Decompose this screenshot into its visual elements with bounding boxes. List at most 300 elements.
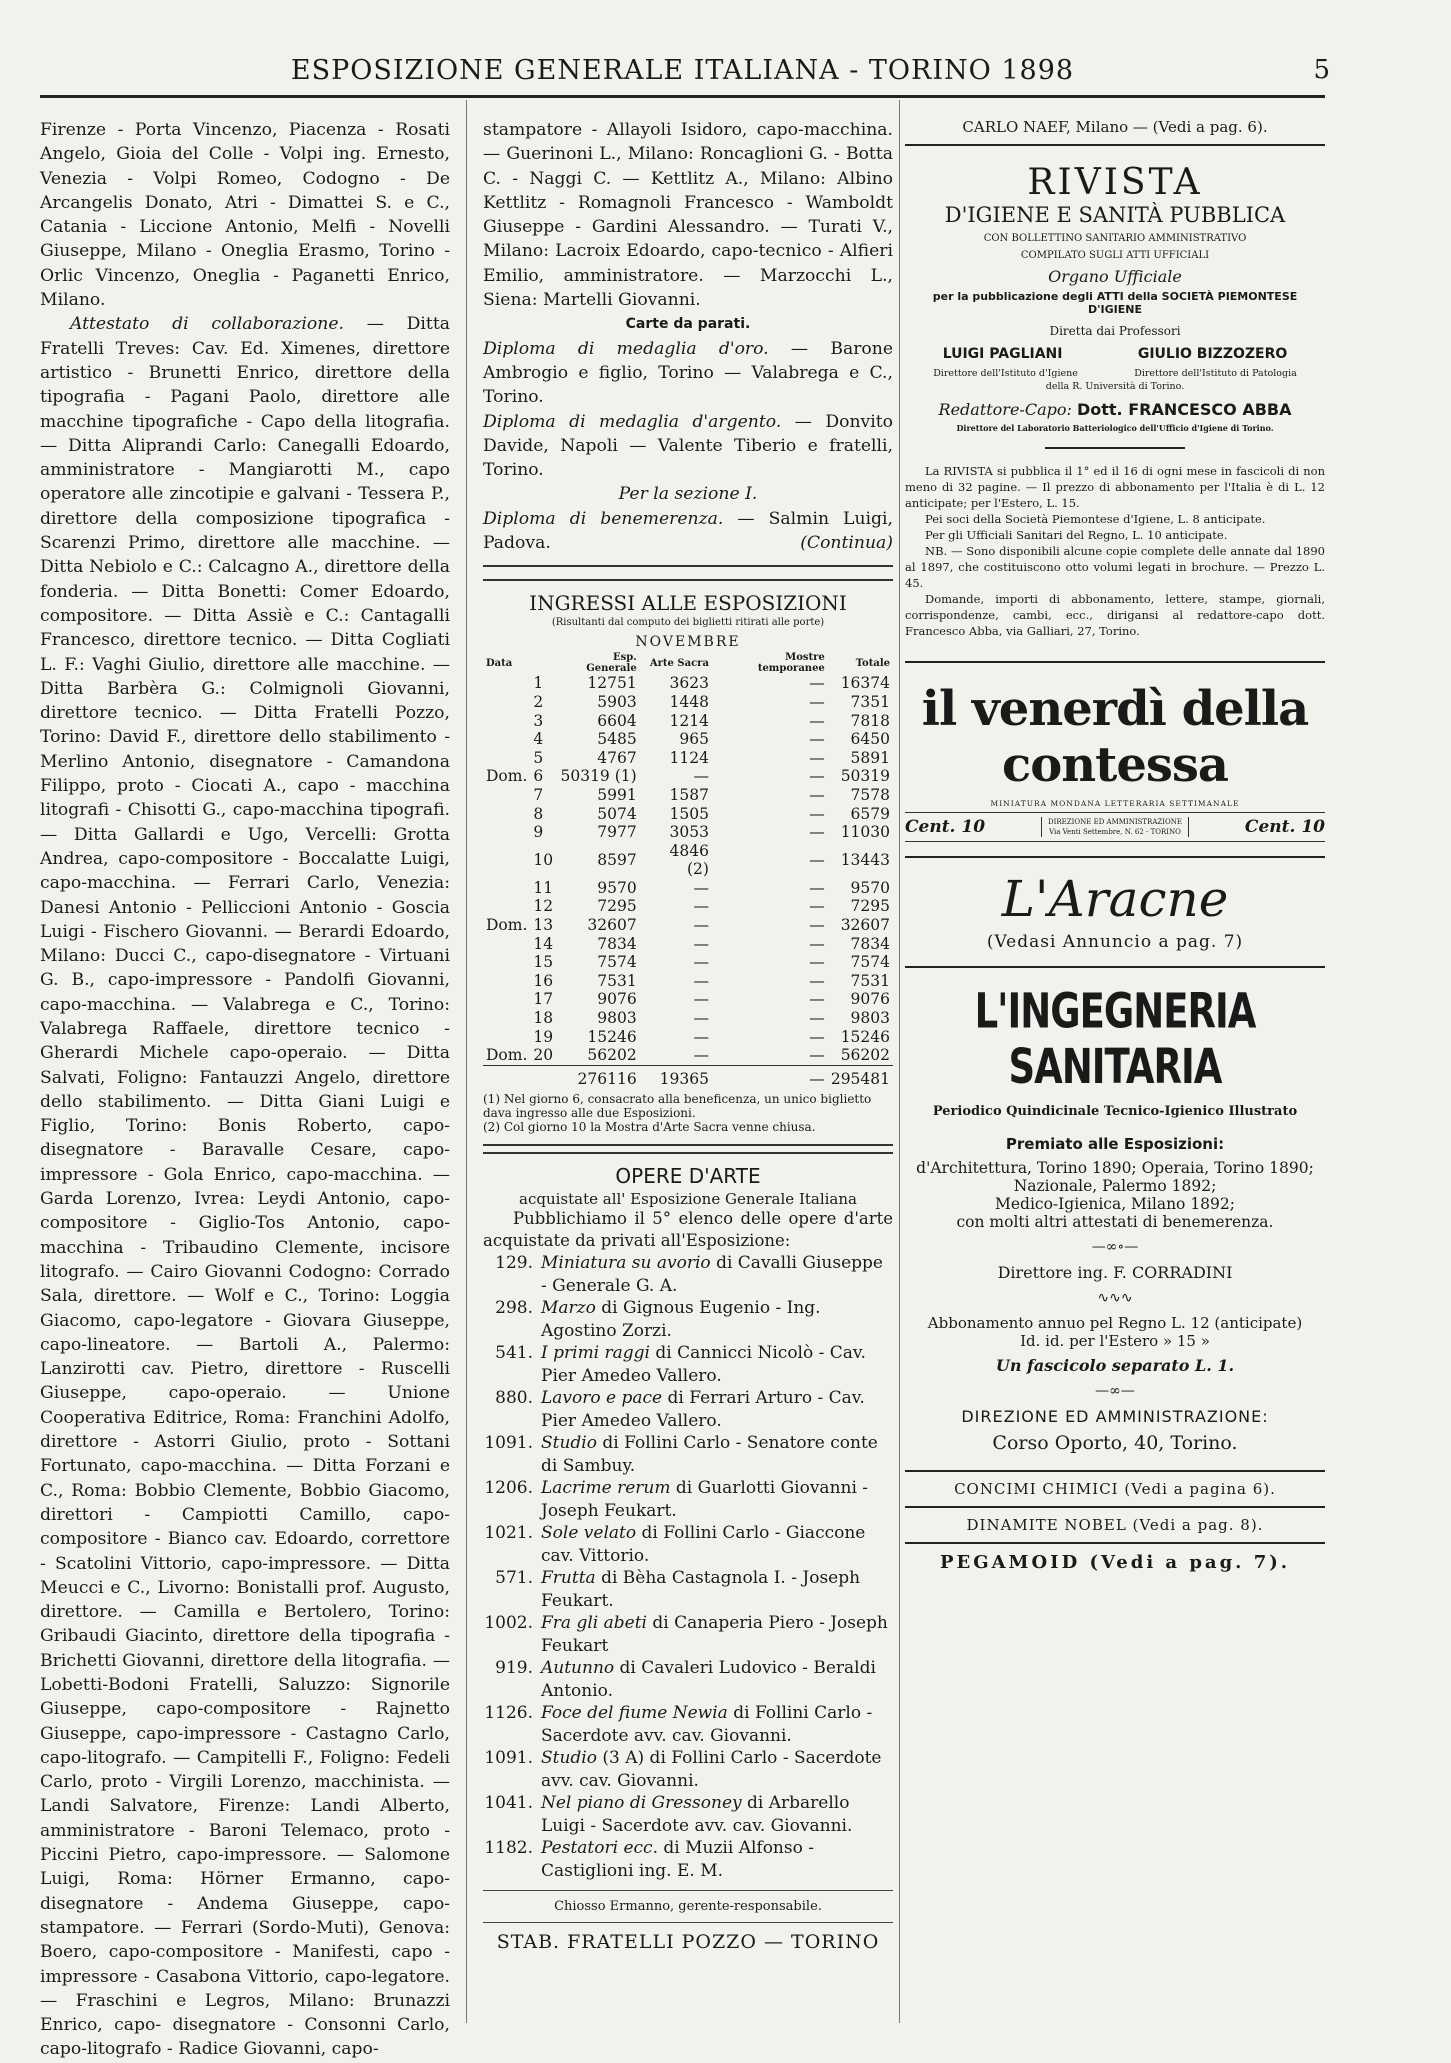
item-body <box>541 1387 893 1432</box>
divider <box>483 1890 893 1891</box>
table-cell <box>483 1065 530 1088</box>
table-cell: — <box>809 692 825 711</box>
gerente-line: Chiosso Ermanno, gerente-responsabile. <box>554 1899 822 1915</box>
rivista-subtitle: D'IGIENE E SANITÀ PUBBLICA <box>944 203 1286 227</box>
rivista-text: NB. — Sono disponibili alcune copie complete delle annate dal 1890 al 1897, che costituiscono otto volumi legati in brochure. — Prezzo L. 45. <box>905 544 1325 590</box>
table-cell: — <box>809 711 825 730</box>
item-rest: di Muzii Alfonso - Castiglioni ing. E. M. <box>541 1838 814 1881</box>
table-row <box>483 916 893 935</box>
item-rest: di Cavaleri Ludovico - Beraldi Antonio. <box>541 1658 876 1701</box>
item-number: 919. <box>495 1658 533 1679</box>
ingegneria-line: Medico-Igienica, Milano 1892; <box>994 1195 1235 1213</box>
table-row <box>483 823 893 842</box>
table-cell: 50319 (1) <box>560 767 637 786</box>
dinamite-ad: DINAMITE NOBEL (Vedi a pag. 8). <box>966 1516 1264 1534</box>
list-item <box>483 1747 893 1792</box>
column-2 <box>483 118 893 1953</box>
rivista-line: COMPILATO SUGLI ATTI UFFICIALI <box>1020 250 1210 261</box>
table-cell: — <box>693 934 709 953</box>
table-cell: 4767 <box>597 748 637 767</box>
table-row <box>483 1009 893 1028</box>
redattore-label: Redattore-Capo: <box>938 400 1072 419</box>
table-cell <box>483 935 530 954</box>
table-cell: 7977 <box>597 823 637 842</box>
diploma-text: — Donvito Davide, Napoli — Valente Tiberio e fratelli, Torino. <box>483 411 893 481</box>
table-header-cell <box>530 652 556 674</box>
table-cell: 16374 <box>840 674 890 693</box>
item-number: 541. <box>495 1343 533 1364</box>
table-cell: 4846 (2) <box>669 841 709 879</box>
professor-name: LUIGI PAGLIANI <box>942 346 1063 362</box>
ingegneria-fascicolo: Un fascicolo separato L. 1. <box>995 1356 1235 1375</box>
table-row <box>483 897 893 916</box>
naef-ad: CARLO NAEF, Milano — (Vedi a pag. 6). <box>962 118 1268 136</box>
professor-role: Direttore dell'Istituto d'Igiene <box>933 368 1078 379</box>
col1-text: — Ditta Fratelli Treves: Cav. Ed. Ximenes, direttore artistico - Brunetti Enrico, direttore della tipografia - Pagani Paolo, direttore alle macchine tipografiche - Capo della litografia. — Ditta Aliprandi Carlo: Canegalli Edoardo, amministratore - Mangiarotti M., capo operatore alle zincotipie e galvani - Tessera P., direttore della composizione tipografica - Scarenzi Primo, direttore alle macchine. — Ditta Nebiolo e C.: Calcagno A., direttore della fonderia. — Ditta Bonetti: Comer Edoardo, compositore. — Ditta Assiè e C.: Cantagalli Francesco, direttore tecnico. — Ditta Cogliati L. F.: Vaghi Giulio, direttore alle macchine. — Ditta Barbèra G.: Colmignoli Giovanni, direttore tecnico. — Ditta Fratelli Pozzo, Torino: David F., direttore dello stabilimento - Merlino Antonio, disegnatore - Camandona Filippo, proto - Ciocati A., capo - macchina litografi - Chisotti G., capo-macchina tipografi. — Ditta Gallardi e Ugo, Vercelli: Grotta Andrea, capo-compositore - Boccalatte Luigi, capo-macchina. — Ferrari Carlo, Venezia: Danesi Antonio - Pelliccioni Antonio - Goscia Luigi - Fischero Giovanni. — Berardi Edoardo, Milano: Ducci C., capo-disegnatore - Virtuani G. B., capo-impressore - Pandolfi Giovanni, capo-macchina. — Valabrega e C., Torino: Valabrega Raffaele, direttore tecnico - Gherardi Michele capo-operaio. — Ditta Salvati, Foligno: Fantauzzi Angelo, direttore dello stabilimento. — Ditta Giani Luigi e Figlio, Torino: Bonis Roberto, capo-disegnatore - Baravalle Cesare, capo-impressore - Gola Enrico, capo-macchina. — Garda Lorenzo, Ivrea: Leydi Antonio, capo-compositore - Giglio-Tos Antonio, capo-macchina - Tribaudino Clemente, incisore litografo. — Cairo Giovanni Codogno: Corrado Sala, direttore. — Wolf e C., Torino: Loggia Giacomo, capo-legatore - Giovara Giuseppe, capo-lineatore. — Bartoli A., Palermo: Lanzirotti cav. Pietro, direttore - Ruscelli Giuseppe, capo-operaio. — Unione Cooperativa Editrice, Roma: Franchini Adolfo, direttore - Astorri Giulio, proto - Sottani Fortunato, capo-macchina. — Ditta Forzani e C., Roma: Bobbio Clemente, Bobbio Giacomo, direttori - Campiotti Camillo, capo-compositore - Bianco cav. Edoardo, correttore - Scatolini Vittorio, capo-impressore. — Ditta Meucci e C., Livorno: Bonistalli prof. Augusto, direttore. — Camilla e Bertolero, Torino: Gribaudi Giacinto, direttore della tipografia - Brichetti Giovanni, direttore della litografia. — Lobetti-Bodoni Fratelli, Saluzzo: Signorile Giuseppe, capo-compositore - Rajnetto Giuseppe, capo-impressore - Castagno Carlo, capo-litografo. — Campitelli F., Foligno: Fedeli Carlo, proto - Virgili Lorenzo, macchinista. — Landi Salvatore, Firenze: Landi Alberto, amministratore - Baroni Telemaco, proto - Piccini Pietro, capo-impressore. — Salomone Luigi, Roma: Hörner Ermanno, capo-disegnatore - Andema Giuseppe, capo-stampatore. — Ferrari (Sordo-Muti), Genova: Boero, capo-compositore - Manifesti, capo - impressore - Casabona Vittorio, capo-legatore. — Fraschini e Legros, Milano: Brunazzi Enrico, capo- disegnatore - Consonni Carlo, capo-litografo - Radice Giovanni, capo- <box>40 314 450 2060</box>
divider <box>905 1542 1325 1544</box>
table-cell: — <box>809 804 825 823</box>
divider <box>905 966 1325 968</box>
table-cell: 3053 <box>669 823 709 842</box>
table-row <box>483 749 893 768</box>
table-cell: 7574 <box>850 953 890 972</box>
rivista-line: per la pubblicazione degli ATTI della SOCIETÀ PIEMONTESE D'IGIENE <box>932 290 1298 316</box>
table-cell: — <box>693 767 709 786</box>
table-cell: 3 <box>533 711 544 730</box>
item-body <box>541 1432 893 1477</box>
table-cell <box>483 972 530 991</box>
table-cell: — <box>693 916 709 935</box>
diploma-label: Diploma di medaglia d'argento. <box>483 411 782 432</box>
rivista-text: Pei soci della Società Piemontese d'Igiene, L. 8 anticipate. <box>925 512 1266 526</box>
table-row <box>483 935 893 954</box>
table-cell: — <box>693 1009 709 1028</box>
venerdi-address: DIREZIONE ED AMMINISTRAZIONE Via Venti Settembre, N. 62 - TORINO <box>1041 817 1189 837</box>
column-divider <box>466 100 467 2023</box>
table-cell: 56202 <box>840 1046 890 1065</box>
divider <box>905 1470 1325 1472</box>
table-cell: — <box>809 1046 825 1065</box>
table-cell <box>483 823 530 842</box>
page-title: ESPOSIZIONE GENERALE ITALIANA - TORINO 1898 <box>290 55 1075 86</box>
table-cell: 965 <box>679 730 709 749</box>
rivista-ad <box>905 162 1325 639</box>
professor-role: Direttore dell'Istituto di Patologia <box>1134 368 1297 379</box>
table-cell: 9076 <box>850 990 890 1009</box>
diploma-text: — Salmin Luigi, Padova. <box>483 508 893 554</box>
table-cell: 7 <box>533 785 544 804</box>
item-body <box>541 1522 893 1567</box>
venerdi-title: il venerdì della contessa <box>921 681 1309 793</box>
professor-name: GIULIO BIZZOZERO <box>1137 346 1288 362</box>
divider <box>905 144 1325 146</box>
ingegneria-address: Corso Oporto, 40, Torino. <box>992 1432 1238 1454</box>
table-cell <box>483 1028 530 1047</box>
redattore-name: Dott. FRANCESCO ABBA <box>1076 400 1292 419</box>
item-title: Studio <box>541 1748 597 1769</box>
aracne-sub: (Vedasi Annuncio a pag. 7) <box>986 932 1244 952</box>
item-number: 1206. <box>484 1478 533 1499</box>
table-cell: 4 <box>533 730 544 749</box>
table-cell: 7351 <box>850 692 890 711</box>
ingressi-note: (2) Col giorno 10 la Mostra d'Arte Sacra venne chiusa. <box>483 1120 816 1135</box>
item-title: Studio <box>541 1433 597 1454</box>
table-cell: 1587 <box>669 785 709 804</box>
item-rest: di Canaperia Piero - Joseph Feukart <box>541 1613 888 1656</box>
rivista-professors <box>905 346 1325 362</box>
stab-line: STAB. FRATELLI POZZO — TORINO <box>496 1931 880 1954</box>
item-rest: di Follini Carlo - Giaccone cav. Vittorio. <box>541 1523 866 1566</box>
ingegneria-abbonamento: Abbonamento annuo pel Regno L. 12 (anticipate) <box>927 1314 1303 1332</box>
table-cell: — <box>809 878 825 897</box>
table-cell: 5991 <box>597 785 637 804</box>
table-row <box>483 972 893 991</box>
table-cell <box>483 842 530 879</box>
table-cell: 7578 <box>850 785 890 804</box>
item-number: 1182. <box>484 1838 533 1859</box>
table-header-cell: Mostre temporanee <box>757 652 825 675</box>
table-cell: 1 <box>533 674 544 693</box>
table-cell <box>483 693 530 712</box>
table-cell: 7295 <box>850 897 890 916</box>
table-cell <box>483 879 530 898</box>
divider <box>483 1922 893 1923</box>
table-cell: 295481 <box>828 1065 893 1088</box>
table-cell: — <box>809 730 825 749</box>
table-cell: 9803 <box>597 1009 637 1028</box>
table-cell: 1448 <box>669 692 709 711</box>
item-number: 1091. <box>484 1748 533 1769</box>
item-rest: di Follini Carlo - Sacerdote avv. cav. Giovanni. <box>541 1703 873 1746</box>
table-cell: 276116 <box>556 1065 640 1088</box>
table-header-row <box>483 652 893 674</box>
table-cell <box>483 712 530 731</box>
table-row <box>483 805 893 824</box>
price-right: Cent. 10 <box>1244 817 1325 837</box>
column-1 <box>40 118 450 2062</box>
table-cell: — <box>809 748 825 767</box>
rivista-univ: della R. Università di Torino. <box>1045 381 1185 392</box>
table-cell: 5903 <box>597 692 637 711</box>
item-body <box>541 1747 893 1792</box>
item-number: 1041. <box>484 1793 533 1814</box>
col2-paragraph <box>483 337 893 410</box>
ornament-icon: —∞∘— <box>1091 1239 1139 1255</box>
table-row <box>483 1046 893 1065</box>
item-number: 1091. <box>484 1433 533 1454</box>
table-row <box>483 1028 893 1047</box>
venerdi-ad <box>905 681 1325 842</box>
list-item <box>483 1702 893 1747</box>
col2-paragraph <box>483 410 893 483</box>
table-cell: 7531 <box>597 971 637 990</box>
item-number: 880. <box>495 1388 533 1409</box>
table-cell: — <box>693 878 709 897</box>
ornamental-rule <box>483 565 893 581</box>
table-cell: 19 <box>533 1027 554 1046</box>
column-3 <box>905 118 1325 1573</box>
ingegneria-abbonamento: Id. id. per l'Estero » 15 » <box>1020 1332 1210 1350</box>
item-body <box>541 1792 893 1837</box>
item-title: Fra gli abeti <box>541 1613 647 1634</box>
ingegneria-dir-title: DIREZIONE ED AMMINISTRAZIONE: <box>961 1407 1269 1426</box>
table-header-cell: Totale <box>855 657 890 669</box>
item-body <box>541 1612 893 1657</box>
page-header <box>40 55 1330 98</box>
ornament-icon: ∿∿∿ <box>1097 1290 1133 1306</box>
ingressi-month: NOVEMBRE <box>635 634 741 651</box>
col2-paragraph <box>483 507 893 556</box>
table-header-cell: Data <box>486 657 513 669</box>
table-cell: — <box>809 850 825 869</box>
table-cell: — <box>809 990 825 1009</box>
table-cell: — <box>809 1009 825 1028</box>
table-row <box>483 767 893 786</box>
item-title: Nel piano di Gressoney <box>541 1793 742 1814</box>
item-body <box>541 1342 893 1387</box>
table-cell <box>483 990 530 1009</box>
table-row <box>483 712 893 731</box>
table-cell: 9570 <box>597 878 637 897</box>
table-cell: 6450 <box>850 730 890 749</box>
table-cell: 1505 <box>669 804 709 823</box>
venerdi-info <box>905 812 1325 842</box>
attestato-label: Attestato di collaborazione. <box>70 314 344 335</box>
item-body <box>541 1657 893 1702</box>
ingressi-table <box>483 652 893 1088</box>
item-rest: di Arbarello Luigi - Sacerdote avv. cav. Giovanni. <box>541 1793 853 1836</box>
table-cell: — <box>693 897 709 916</box>
table-cell: 8597 <box>597 850 637 869</box>
opere-intro: Pubblichiamo il 5° elenco delle opere d'arte acquistate da privati all'Esposizione: <box>483 1209 893 1251</box>
item-rest: di Guarlotti Giovanni - Joseph Feukart. <box>541 1478 869 1521</box>
table-cell <box>483 1009 530 1028</box>
table-cell: 32607 <box>840 916 890 935</box>
table-cell: 20 <box>533 1046 554 1065</box>
table-cell: 15246 <box>840 1027 890 1046</box>
table-cell: 9803 <box>850 1009 890 1028</box>
divider <box>905 661 1325 663</box>
list-item <box>483 1792 893 1837</box>
table-row <box>483 990 893 1009</box>
item-body <box>541 1252 893 1297</box>
column-divider <box>899 100 900 2023</box>
rivista-text: Domande, importi di abbonamento, lettere, stampe, giornali, corrispondenze, cambi, ecc., dirigansi al redattore-capo dott. Francesco Abba, via Galliari, 27, Torino. <box>905 592 1325 638</box>
table-row <box>483 842 893 879</box>
table-cell: — <box>693 1046 709 1065</box>
table-cell: 14 <box>533 934 554 953</box>
table-cell: 6 <box>533 767 544 786</box>
item-rest: di Cannicci Nicolò - Cav. Pier Amedeo Vallero. <box>541 1343 866 1386</box>
rivista-text: Per gli Ufficiali Sanitari del Regno, L. 10 anticipate. <box>925 528 1228 542</box>
table-cell <box>483 749 530 768</box>
list-item <box>483 1612 893 1657</box>
table-cell: — <box>809 934 825 953</box>
table-cell: 19365 <box>640 1065 712 1088</box>
table-row <box>483 693 893 712</box>
item-rest: di Bèha Castagnola I. - Joseph Feukart. <box>541 1568 861 1611</box>
ornament-icon: —∞— <box>1095 1383 1135 1399</box>
table-header-cell: Esp. Generale <box>586 652 637 675</box>
list-item <box>483 1477 893 1522</box>
table-cell: 11 <box>533 878 554 897</box>
table-cell: — <box>809 1027 825 1046</box>
opere-title: OPERE D'ARTE <box>615 1164 761 1189</box>
item-body <box>541 1837 893 1882</box>
list-item <box>483 1387 893 1432</box>
table-cell: 3623 <box>669 674 709 693</box>
table-cell: — <box>809 785 825 804</box>
table-cell: — <box>809 674 825 693</box>
sezione-label: Per la sezione I. <box>618 484 758 505</box>
table-cell: — <box>693 971 709 990</box>
table-cell: — <box>809 823 825 842</box>
table-cell: 5891 <box>850 748 890 767</box>
table-cell <box>483 674 530 693</box>
list-item <box>483 1567 893 1612</box>
table-cell: Dom. <box>486 916 528 935</box>
ingegneria-line: con molti altri attestati di benemerenza. <box>956 1213 1274 1231</box>
ingegneria-line: d'Architettura, Torino 1890; Operaia, Torino 1890; <box>916 1159 1314 1177</box>
item-rest: (3 A) di Follini Carlo - Sacerdote avv. cav. Giovanni. <box>541 1748 882 1791</box>
table-cell: 6579 <box>850 804 890 823</box>
item-body <box>541 1297 893 1342</box>
table-cell: 8 <box>533 804 544 823</box>
col1-paragraph: Firenze - Porta Vincenzo, Piacenza - Rosati Angelo, Gioia del Colle - Volpi ing. Ernesto, Venezia - Volpi Romeo, Codogno - De Arcangelis Donato, Atri - Dimattei S. e C., Catania - Liccione Antonio, Melfi - Novelli Giuseppe, Milano - Oneglia Erasmo, Torino - Orlic Vincenzo, Oneglia - Paganetti Enrico, Milano. <box>40 120 450 311</box>
ingegneria-ad <box>905 983 1325 1454</box>
table-cell: 16 <box>533 971 554 990</box>
table-cell: — <box>693 990 709 1009</box>
ingressi-note: (1) Nel giorno 6, consacrato alla beneficenza, un unico biglietto dava ingresso alle due Esposizioni. <box>483 1092 872 1121</box>
table-cell: 7531 <box>850 971 890 990</box>
table-cell <box>483 953 530 972</box>
table-cell: 32607 <box>587 916 637 935</box>
aracne-ad <box>905 870 1325 952</box>
table-cell: 7574 <box>597 953 637 972</box>
table-cell: 1214 <box>669 711 709 730</box>
table-cell: 5074 <box>597 804 637 823</box>
rivista-line: CON BOLLETTINO SANITARIO AMMINISTRATIVO <box>983 233 1247 244</box>
table-cell: 12751 <box>587 674 637 693</box>
redattore-role: Direttore del Laboratorio Batteriologico dell'Ufficio d'Igiene di Torino. <box>956 423 1274 433</box>
opere-subtitle: acquistate all' Esposizione Generale Italiana <box>519 1190 857 1209</box>
venerdi-subtitle: MINIATURA MONDANA LETTERARIA SETTIMANALE <box>990 799 1240 808</box>
ingressi-table-body <box>483 674 893 1088</box>
table-cell: 15246 <box>587 1027 637 1046</box>
item-title: Lavoro e pace <box>541 1388 663 1409</box>
table-row <box>483 730 893 749</box>
item-title: Pestatori ecc. <box>541 1838 658 1859</box>
item-rest: di Ferrari Arturo - Cav. Pier Amedeo Vallero. <box>541 1388 865 1431</box>
table-cell: 1124 <box>669 748 709 767</box>
table-cell: 11030 <box>840 823 890 842</box>
table-cell: 5 <box>533 748 544 767</box>
item-body <box>541 1477 893 1522</box>
opere-list <box>483 1252 893 1882</box>
table-cell: 13 <box>533 916 554 935</box>
price-left: Cent. 10 <box>905 817 986 837</box>
item-title: Miniatura su avorio <box>541 1253 711 1274</box>
table-total-row <box>483 1065 893 1088</box>
rivista-diretta: Diretta dai Professori <box>1049 324 1181 338</box>
list-item <box>483 1297 893 1342</box>
table-cell: 2 <box>533 692 544 711</box>
item-number: 571. <box>495 1568 533 1589</box>
table-cell: 6604 <box>597 711 637 730</box>
table-cell: — <box>809 897 825 916</box>
table-cell: 12 <box>533 897 554 916</box>
rivista-roles <box>905 368 1325 379</box>
list-item <box>483 1342 893 1387</box>
ingressi-subtitle: (Risultanti dal computo dei biglietti ritirati alle porte) <box>551 617 825 629</box>
table-cell: — <box>712 1065 828 1088</box>
table-cell: 56202 <box>587 1046 637 1065</box>
ingegneria-direttore: Direttore ing. F. CORRADINI <box>997 1263 1233 1282</box>
aracne-title: L'Aracne <box>1001 870 1229 928</box>
item-title: Foce del fiume Newia <box>541 1703 728 1724</box>
ornamental-rule <box>483 1144 893 1154</box>
divider <box>1045 447 1185 449</box>
pegamoid-ad: PEGAMOID (Vedi a pag. 7). <box>939 1552 1291 1573</box>
table-cell: Dom. <box>486 1046 528 1065</box>
table-cell: 7295 <box>597 897 637 916</box>
item-body <box>541 1702 893 1747</box>
table-cell: 15 <box>533 953 554 972</box>
table-cell <box>530 1065 556 1088</box>
table-cell: — <box>693 1027 709 1046</box>
ingegneria-premiato: Premiato alle Esposizioni: <box>1005 1135 1225 1153</box>
table-cell: 9076 <box>597 990 637 1009</box>
continua-label: (Continua) <box>800 533 893 554</box>
table-cell: — <box>809 953 825 972</box>
concimi-ad: CONCIMI CHIMICI (Vedi a pagina 6). <box>954 1480 1276 1498</box>
table-cell: — <box>809 767 825 786</box>
col1-paragraph <box>40 312 450 2061</box>
carte-title: Carte da parati. <box>625 316 751 333</box>
item-number: 129. <box>495 1253 533 1274</box>
table-row <box>483 879 893 898</box>
table-cell: 18 <box>533 1009 554 1028</box>
table-cell <box>483 897 530 916</box>
diploma-label: Diploma di benemerenza. <box>483 508 724 529</box>
table-row <box>483 786 893 805</box>
item-title: Sole velato <box>541 1523 637 1544</box>
item-title: Frutta <box>541 1568 596 1589</box>
page-number: 5 <box>1313 55 1330 85</box>
item-title: Autunno <box>541 1658 615 1679</box>
table-cell: 10 <box>533 850 554 869</box>
diploma-label: Diploma di medaglia d'oro. <box>483 338 769 359</box>
table-cell: 9 <box>533 823 544 842</box>
col2-paragraph: stampatore - Allayoli Isidoro, capo-macchina. — Guerinoni L., Milano: Roncaglioni G. - Botta C. - Naggi C. — Kettlitz A., Milano: Albino Kettlitz - Romagnoli Francesco - Wamboldt Giuseppe - Gardini Alessandro. — Turati V., Milano: Lacroix Edoardo, capo-tecnico - Alfieri Emilio, amministratore. — Marzocchi L., Siena: Martelli Giovanni. <box>483 120 893 311</box>
list-item <box>483 1432 893 1477</box>
item-title: Marzo <box>541 1298 596 1319</box>
table-cell: Dom. <box>486 767 528 786</box>
table-cell <box>483 730 530 749</box>
table-cell: 7818 <box>850 711 890 730</box>
item-number: 298. <box>495 1298 533 1319</box>
item-rest: di Gignous Eugenio - Ing. Agostino Zorzi. <box>541 1298 821 1341</box>
item-number: 1021. <box>484 1523 533 1544</box>
list-item <box>483 1522 893 1567</box>
table-cell: 50319 <box>840 767 890 786</box>
table-cell: 7834 <box>850 934 890 953</box>
table-row <box>483 674 893 693</box>
ingressi-title: INGRESSI ALLE ESPOSIZIONI <box>529 591 847 616</box>
table-cell: — <box>693 953 709 972</box>
divider <box>905 1506 1325 1508</box>
rivista-organo: Organo Ufficiale <box>1048 267 1182 286</box>
